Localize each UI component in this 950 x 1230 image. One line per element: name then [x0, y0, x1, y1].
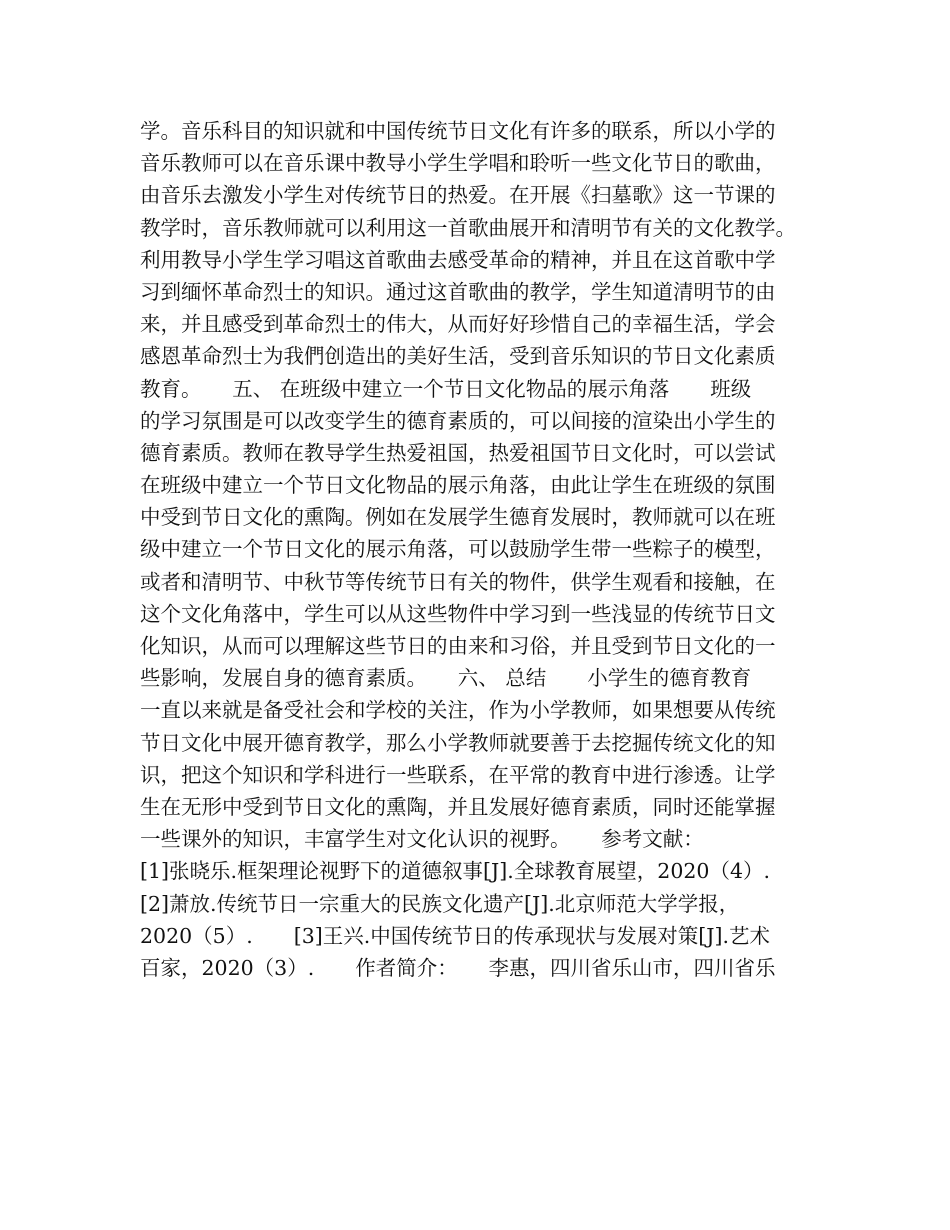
- text-line: 生在无形中受到节日文化的熏陶，并且发展好德育素质，同时还能掌握: [140, 794, 776, 819]
- text-line: 中受到节日文化的熏陶。例如在发展学生德育发展时，教师就可以在班: [140, 505, 776, 530]
- text-line: 一直以来就是备受社会和学校的关注，作为小学教师，如果想要从传统: [140, 698, 776, 723]
- reference-line: [1]张晓乐.框架理论视野下的道德叙事[J].全球教育展望，2020（4）.: [140, 859, 771, 884]
- text-line: 利用教导小学生学习唱这首歌曲去感受革命的精神，并且在这首歌中学: [140, 247, 776, 272]
- text-line: 学。音乐科目的知识就和中国传统节日文化有许多的联系，所以小学的: [140, 119, 776, 143]
- text-line: 来，并且感受到革命烈士的伟大，从而好好珍惜自己的幸福生活，学会: [140, 312, 776, 337]
- text-line: 节日文化中展开德育教学，那么小学教师就要善于去挖掘传统文化的知: [140, 730, 776, 755]
- text-line: 习到缅怀革命烈士的知识。通过这首歌曲的教学，学生知道清明节的由: [140, 279, 776, 304]
- text-line: 音乐教师可以在音乐课中教导小学生学唱和聆听一些文化节日的歌曲，: [140, 151, 776, 176]
- text-line: 这个文化角落中，学生可以从这些物件中学习到一些浅显的传统节日文: [140, 601, 776, 626]
- text-line: 由音乐去激发小学生对传统节日的热爱。在开展《扫墓歌》这一节课的: [140, 183, 776, 208]
- text-line: 一些课外的知识，丰富学生对文化认识的视野。 参考文献：: [140, 827, 704, 852]
- text-line: 教育。 五、 在班级中建立一个节日文化物品的展示角落 班级: [140, 376, 752, 401]
- text-line: 德育素质。教师在教导学生热爱祖国，热爱祖国节日文化时，可以尝试: [140, 440, 776, 465]
- text-line: 的学习氛围是可以改变学生的德育素质的，可以间接的渲染出小学生的: [140, 408, 776, 433]
- reference-line: 2020（5）. [3]王兴.中国传统节日的传承现状与发展对策[J].艺术: [140, 923, 771, 948]
- body-text: [140, 115, 830, 984]
- text-line: 感恩革命烈士为我們创造出的美好生活，受到音乐知识的节日文化素质: [140, 344, 776, 369]
- reference-line: [2]萧放.传统节日一宗重大的民族文化遗产[J].北京师范大学学报，: [140, 891, 740, 916]
- text-line: 在班级中建立一个节日文化物品的展示角落，由此让学生在班级的氛围: [140, 473, 776, 498]
- reference-line: 百家，2020（3）. 作者简介： 李惠，四川省乐山市，四川省乐: [140, 955, 776, 980]
- text-line: 或者和清明节、中秋节等传统节日有关的物件，供学生观看和接触，在: [140, 569, 776, 594]
- text-line: 些影响，发展自身的德育素质。 六、 总结 小学生的德育教育: [140, 666, 752, 691]
- text-line: 化知识，从而可以理解这些节日的由来和习俗，并且受到节日文化的一: [140, 634, 776, 658]
- text-line: 级中建立一个节日文化的展示角落，可以鼓励学生带一些粽子的模型，: [140, 537, 776, 562]
- text-line: 教学时，音乐教师就可以利用这一首歌曲展开和清明节有关的文化教学。: [140, 215, 796, 240]
- text-line: 识，把这个知识和学科进行一些联系，在平常的教育中进行渗透。让学: [140, 762, 776, 787]
